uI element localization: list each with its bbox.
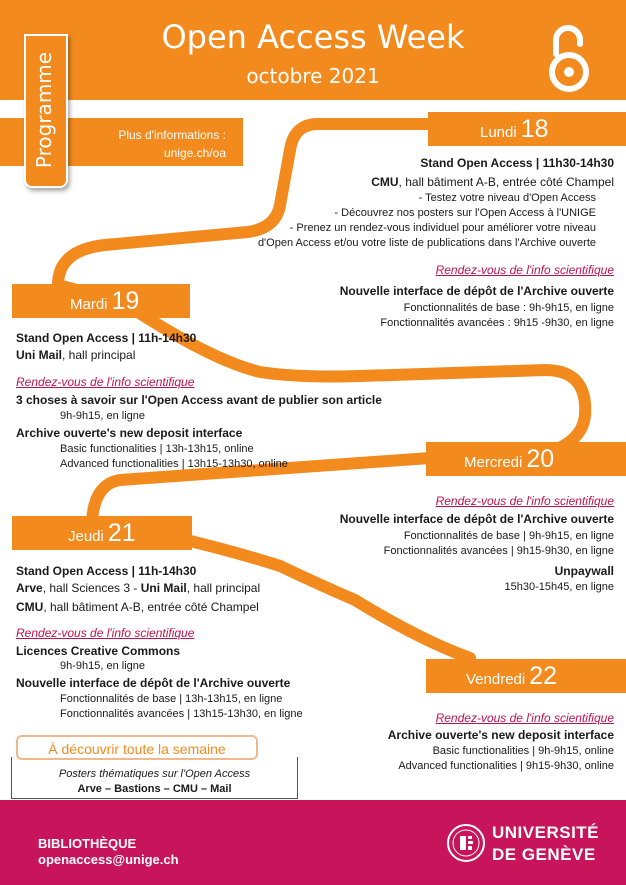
- jeudi-stand-cmu: [16, 600, 259, 614]
- lundi-bullet-2: - Découvrez nos posters sur l'Open Access à l'UNIGE: [334, 207, 596, 219]
- jeudi-arve-rest: , hall Sciences 3 -: [42, 581, 141, 595]
- vendredi-s1-line-1: Basic functionalities | 9h-9h15, online: [432, 745, 614, 757]
- unige-seal-icon: [446, 823, 486, 863]
- vendredi-s1-line-2: Advanced functionalities | 9h15-9h30, online: [398, 760, 614, 772]
- mercredi-s1-line-1: Fonctionnalités de base | 9h-9h15, en ligne: [403, 530, 614, 542]
- lundi-session-title: Nouvelle interface de dépôt de l'Archive ouverte: [339, 284, 614, 298]
- week-sites: Arve – Bastions – CMU – Mail: [77, 783, 232, 795]
- day-name-mardi: Mardi: [70, 296, 108, 313]
- info-url[interactable]: unige.ch/oa: [163, 146, 226, 160]
- university-name-line1: UNIVERSITÉ: [492, 823, 600, 842]
- programme-label: Programme: [32, 51, 56, 169]
- day-date-mercredi: 20: [526, 445, 555, 473]
- jeudi-s1-line: 9h-9h15, en ligne: [60, 660, 146, 672]
- lundi-session-line-1: Fonctionnalités de base : 9h-9h15, en ligne: [403, 302, 614, 314]
- info-label: Plus d'informations :: [118, 128, 226, 142]
- jeudi-cmu-bold: CMU: [16, 600, 44, 614]
- jeudi-unimail-bold: Uni Mail: [140, 581, 187, 595]
- mardi-s2-title: Archive ouverte's new deposit interface: [16, 426, 243, 440]
- mardi-s2-line-1: Basic functionalities | 13h-13h15, online: [60, 443, 254, 455]
- day-date-jeudi: 21: [107, 519, 136, 547]
- lundi-bullet-4: d'Open Access et/ou votre liste de publications dans l'Archive ouverte: [257, 237, 596, 249]
- jeudi-stand-title: Stand Open Access | 11h-14h30: [16, 564, 197, 578]
- mardi-stand-place: [16, 348, 135, 362]
- day-name-jeudi: Jeudi: [68, 528, 104, 545]
- day-name-vendredi: Vendredi: [466, 671, 526, 688]
- week-heading: À découvrir toute la semaine: [16, 735, 258, 760]
- lundi-rdv-link[interactable]: Rendez-vous de l'info scientifique: [435, 263, 614, 277]
- university-name-line2: DE GENÈVE: [492, 845, 596, 864]
- mardi-s2-line-2: Advanced functionalities | 13h15-13h30, online: [60, 458, 288, 470]
- mardi-place-bold: Uni Mail: [16, 348, 63, 362]
- day-band-vendredi: [426, 659, 626, 693]
- footer-email[interactable]: openaccess@unige.ch: [38, 852, 179, 867]
- mercredi-s1-title: Nouvelle interface de dépôt de l'Archive ouverte: [339, 512, 614, 526]
- week-posters: Posters thématiques sur l'Open Access: [58, 768, 251, 780]
- mercredi-s1-line-2: Fonctionnalités avancées | 9h15-9h30, en ligne: [383, 545, 614, 557]
- vendredi-s1-title: Archive ouverte's new deposit interface: [387, 728, 614, 742]
- mardi-s1-line: 9h-9h15, en ligne: [60, 410, 146, 422]
- lundi-stand-place: [371, 175, 614, 189]
- jeudi-cmu-rest: , hall bâtiment A-B, entrée côté Champel: [43, 600, 259, 614]
- jeudi-s1-title: Licences Creative Commons: [16, 644, 181, 658]
- day-name-lundi: Lundi: [480, 124, 517, 141]
- lundi-place-bold: CMU: [371, 175, 399, 189]
- mercredi-rdv-link[interactable]: Rendez-vous de l'info scientifique: [435, 494, 614, 508]
- jeudi-s2-line-2: Fonctionnalités avancées | 13h15-13h30, en ligne: [60, 708, 303, 720]
- day-band-mardi: [12, 284, 190, 318]
- lundi-bullet-3: - Prenez un rendez-vous individuel pour améliorer votre niveau: [289, 222, 596, 234]
- day-date-vendredi: 22: [529, 662, 558, 690]
- mardi-s1-title: 3 choses à savoir sur l'Open Access avant de publier son article: [16, 393, 382, 407]
- vendredi-rdv-link[interactable]: Rendez-vous de l'info scientifique: [435, 711, 614, 725]
- jeudi-stand-places: [16, 581, 260, 595]
- lundi-place-rest: , hall bâtiment A-B, entrée côté Champel: [398, 175, 614, 189]
- day-name-mercredi: Mercredi: [464, 454, 523, 471]
- jeudi-rdv-link[interactable]: Rendez-vous de l'info scientifique: [16, 626, 195, 640]
- day-date-mardi: 19: [111, 287, 140, 315]
- mardi-place-rest: , hall principal: [62, 348, 136, 362]
- day-band-lundi: [428, 112, 626, 146]
- day-band-mercredi: [426, 442, 626, 476]
- day-date-lundi: 18: [520, 115, 549, 143]
- lundi-stand-title: Stand Open Access | 11h30-14h30: [420, 156, 614, 170]
- page-title: Open Access Week: [161, 18, 465, 56]
- mardi-rdv-link[interactable]: Rendez-vous de l'info scientifique: [16, 375, 195, 389]
- jeudi-s2-line-1: Fonctionnalités de base | 13h-13h15, en ligne: [60, 693, 283, 705]
- day-band-jeudi: [12, 516, 192, 550]
- jeudi-s2-title: Nouvelle interface de dépôt de l'Archive ouverte: [16, 676, 291, 690]
- jeudi-unimail-rest: , hall principal: [186, 581, 261, 595]
- mercredi-s2-title: Unpaywall: [554, 564, 614, 578]
- mardi-stand-title: Stand Open Access | 11h-14h30: [16, 331, 197, 345]
- mercredi-s2-line: 15h30-15h45, en ligne: [504, 581, 614, 593]
- lundi-session-line-2: Fonctionnalités avancées : 9h15 -9h30, en ligne: [380, 317, 614, 329]
- page-subtitle: octobre 2021: [246, 64, 380, 88]
- jeudi-arve-bold: Arve: [16, 581, 43, 595]
- footer-library: BIBLIOTHÈQUE: [38, 836, 137, 851]
- lundi-bullet-1: - Testez votre niveau d'Open Access: [418, 192, 596, 204]
